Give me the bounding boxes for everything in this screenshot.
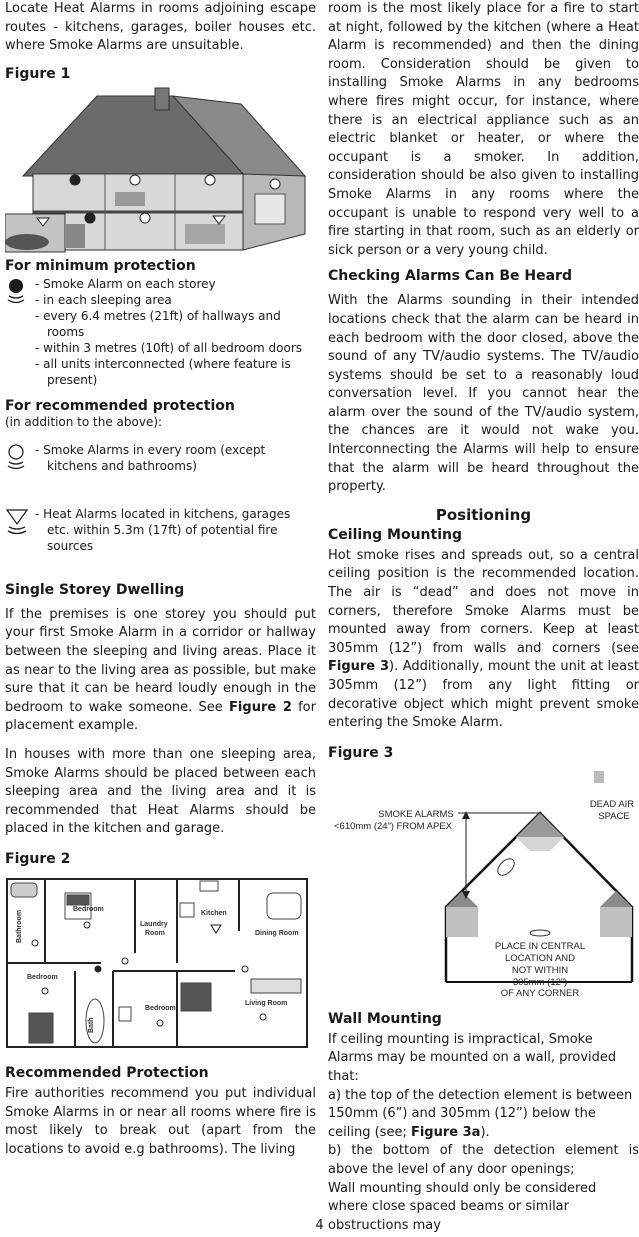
figure-2-floor-plan [5, 873, 316, 1053]
ceiling-mounting-title: Ceiling Mounting [328, 526, 462, 543]
placement-label: LOCATION AND [504, 952, 576, 964]
figure-2-title: Figure 2 [5, 850, 71, 867]
figure-3-ceiling-diagram [328, 767, 639, 997]
room-label: Living Room [245, 999, 288, 1007]
figure-3a-reference: Figure 3a [410, 1124, 481, 1140]
dead-air-label: DEAD AIR [589, 798, 635, 810]
room-label: Bedroom [145, 1004, 176, 1012]
min-item: - within 3 metres (10ft) of all bedroom doors [35, 340, 303, 355]
room-label: Bath [88, 1017, 95, 1033]
smoke-alarm-filled-icon [5, 276, 31, 310]
wall-mounting-note: Wall mounting should only be considered where close spaced beams or similar obstructions may [328, 1180, 597, 1233]
rec-item-smoke: - Smoke Alarms in every room (except kitchens and bathrooms) [35, 442, 266, 473]
room-label: Laundry [140, 920, 168, 928]
wall-mounting-title: Wall Mounting [328, 1010, 442, 1027]
page-number: 4 [315, 1218, 324, 1233]
wall-mounting-condition-b: b) the bottom of the detection element is above the level of any door openings; [328, 1143, 639, 1177]
wall-mounting-intro: If ceiling mounting is impractical, Smoke Alarms may be mounted on a wall, provided that: [328, 1031, 617, 1084]
room-label: Bedroom [27, 973, 58, 981]
checking-alarms-title: Checking Alarms Can Be Heard [328, 268, 572, 285]
right-column [328, 0, 639, 1235]
room-label: Room [145, 929, 165, 937]
dead-air-label: SPACE [598, 810, 630, 822]
recommended-protection-subtitle: (in addition to the above): [5, 414, 163, 429]
minimum-protection-list [35, 276, 316, 388]
recommended-protection-heading: Recommended Protection [5, 1064, 209, 1081]
minimum-protection-title: For minimum protection [5, 257, 196, 274]
intro-paragraph: Locate Heat Alarms in rooms adjoining escape routes - kitchens, garages, boiler houses etc. where Smoke Alarms are unsuitable. [5, 1, 316, 54]
min-item: - Smoke Alarm on each storey [35, 276, 216, 291]
wall-mounting-condition-a: a) the top of the detection element is between 150mm (6”) and 305mm (12”) below the ceiling (see; Figure 3a). [328, 1087, 633, 1140]
single-storey-title: Single Storey Dwelling [5, 581, 185, 598]
room-label: Dining Room [255, 929, 299, 937]
room-label: Bathroom [16, 909, 23, 943]
figure-3-title: Figure 3 [328, 744, 394, 761]
placement-label: OF ANY CORNER [500, 987, 580, 997]
room-label: Bedroom [73, 905, 104, 913]
single-storey-paragraph: If the premises is one storey you should put your first Smoke Alarm in a corridor or hallway between the sleeping and living areas. Place it as near to the living area as possible, but make sure that it can be heard loudly enough in the bedroom to wake someone. See Figure 2 for placement example. [5, 606, 316, 734]
min-item: - in each sleeping area [35, 292, 172, 307]
smoke-alarm-outline-icon [5, 442, 31, 476]
figure-1-title: Figure 1 [5, 65, 71, 82]
recommended-protection-paragraph: Fire authorities recommend you put individual Smoke Alarms in or near all rooms where fire is most likely to break out (apart from the locations to avoid e.g bathrooms). The living [5, 1085, 316, 1157]
rec-item-heat: - Heat Alarms located in kitchens, garages etc. within 5.3m (17ft) of potential fire sources [35, 506, 291, 553]
left-column [5, 0, 316, 1159]
placement-label: 305mm (12”) [512, 976, 568, 988]
living-room-paragraph: room is the most likely place for a fire to start at night, followed by the kitchen (where a Heat Alarm is recommended) and then the dining room. Consideration should be given to installing Smoke Alarms in any bedrooms where fires might occur, for instance, where there is an electrical appliance such as an electric blanket or heater, or where the occupant is a smoker. In addition, consideration should be also given to installing Smoke Alarms in any rooms where the occupant is unable to respond very well to a fire starting in that room, such as an elderly or sick person or a very young child. [328, 1, 639, 258]
recommended-protection-title: For recommended protection [5, 397, 235, 414]
ceiling-mounting-paragraph: Hot smoke rises and spreads out, so a central ceiling position is the recommended location. The air is “dead” and does not move in corners, therefore Smoke Alarms must be mounted away from corners. Keep at least 305mm (12”) from walls and corners (see Figure 3). Additionally, mount the unit at least 305mm (12”) from any light fitting or decorative object which might prevent smoke entering the Smoke Alarm. [328, 547, 639, 731]
figure-2-reference: Figure 2 [229, 699, 292, 715]
room-label: Kitchen [201, 909, 227, 917]
protection-legend [5, 256, 316, 554]
placement-label: NOT WITHIN [511, 964, 569, 976]
heat-alarm-icon [5, 506, 31, 536]
min-item: - all units interconnected (where feature is present) [35, 356, 291, 387]
smoke-alarm-label: SMOKE ALARMS [378, 808, 454, 820]
figure-3-reference: Figure 3 [328, 659, 390, 675]
smoke-alarm-label: <610mm (24”) FROM APEX [334, 820, 452, 832]
figure-1-house-illustration [5, 84, 316, 256]
min-item: - every 6.4 metres (21ft) of hallways and rooms [35, 308, 281, 339]
placement-label: PLACE IN CENTRAL [494, 940, 586, 952]
positioning-title: Positioning [435, 505, 532, 524]
multiple-sleeping-paragraph: In houses with more than one sleeping area, Smoke Alarms should be placed between each sleeping area and the living area and it is recommended that Heat Alarms should be placed in the kitchen and garage. [5, 746, 316, 837]
checking-alarms-paragraph: With the Alarms sounding in their intended locations check that the alarm can be heard in each bedroom with the door closed, above the sound of any TV/audio systems. The TV/audio systems should be set to a reasonably loud conversation level. If you cannot hear the alarm over the sound of the TV/audio system, the chances are it would not wake you. Interconnecting the Alarms will help to ensure that the alarm will be heard throughout the property. [328, 293, 639, 495]
